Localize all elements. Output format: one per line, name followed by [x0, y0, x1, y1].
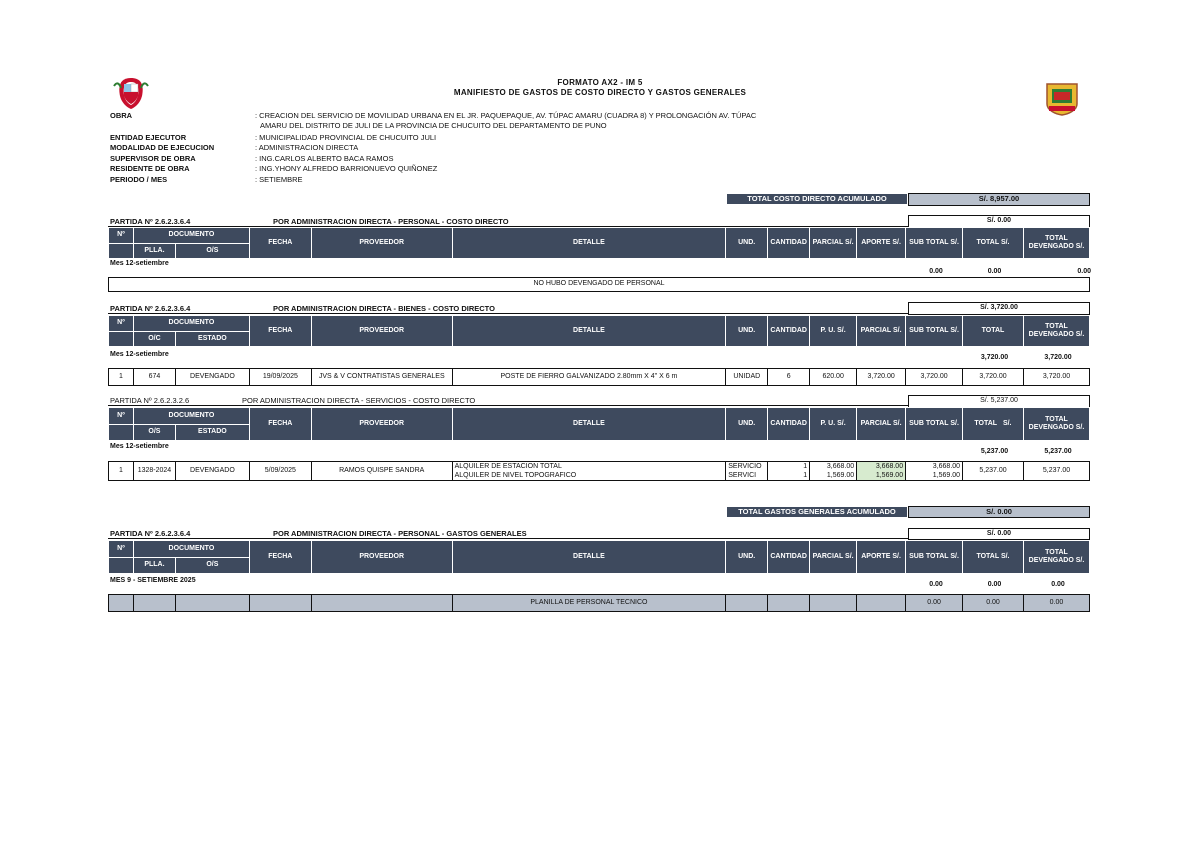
h-aporte: APORTE S/. [857, 541, 906, 574]
h-detalle: DETALLE [452, 408, 726, 441]
h-n: Nº [109, 228, 134, 244]
info-label: SUPERVISOR DE OBRA [110, 154, 196, 163]
s4-desc: POR ADMINISTRACION DIRECTA - PERSONAL - GASTOS GENERALES [273, 529, 527, 538]
h-und: UND. [726, 228, 768, 259]
info-label: ENTIDAD EJECUTOR [110, 133, 187, 142]
h-cantidad: CANTIDAD [768, 408, 810, 441]
s2-partida: PARTIDA Nº 2.6.2.3.6.4 [110, 304, 191, 313]
h-documento: DOCUMENTO [133, 316, 249, 332]
h-subtotal: SUB TOTAL S/. [906, 408, 963, 441]
h-cantidad: CANTIDAD [768, 541, 810, 574]
h-proveedor: PROVEEDOR [311, 228, 452, 259]
total-cd-value: S/. 8,957.00 [908, 193, 1090, 206]
s1-desc: POR ADMINISTRACION DIRECTA - PERSONAL - COSTO DIRECTO [273, 217, 509, 226]
cell-pu: 620.00 [810, 369, 857, 386]
h-os: O/S [175, 557, 249, 574]
cell-detalle: ALQUILER DE NIVEL TOPOGRAFICO [452, 471, 726, 481]
cell-fecha: 5/09/2025 [249, 462, 311, 481]
cell-estado: DEVENGADO [175, 462, 249, 481]
h-os: O/S [175, 243, 249, 259]
h-subtotal: SUB TOTAL S/. [906, 316, 963, 347]
s3-sum: S/. 5,237.00 [908, 395, 1090, 408]
h-total-label: TOTAL [974, 420, 998, 428]
total-cd-label: TOTAL COSTO DIRECTO ACUMULADO [727, 194, 907, 204]
h-estado: ESTADO [175, 331, 249, 347]
h-total-devengado: TOTAL DEVENGADO S/. [1023, 408, 1089, 441]
cell-detalle: POSTE DE FIERRO GALVANIZADO 2.80mm X 4" X 6 m [452, 369, 726, 386]
cell-parcial: 3,720.00 [857, 369, 906, 386]
h-detalle: DETALLE [452, 541, 726, 574]
s2-mes: Mes 12-setiembre [110, 351, 169, 358]
h-total-devengado: TOTAL DEVENGADO S/. [1023, 541, 1089, 574]
s1-total-dev: 0.00 [1077, 268, 1091, 275]
s2-header [108, 315, 1090, 347]
h-fecha: FECHA [249, 228, 311, 259]
h-oc: O/C [133, 331, 175, 347]
h-total-devengado: TOTAL DEVENGADO S/. [1023, 228, 1089, 259]
s3-total-dev: 5,237.00 [1044, 448, 1072, 455]
h-documento: DOCUMENTO [133, 408, 249, 425]
h-subtotal: SUB TOTAL S/. [906, 228, 963, 259]
s1-no-hubo: NO HUBO DEVENGADO DE PERSONAL [108, 277, 1090, 292]
h-total: TOTAL S/. [963, 541, 1024, 574]
cell-fecha: 19/09/2025 [249, 369, 311, 386]
h-total-currency: S/. [1002, 420, 1012, 428]
info-value: : ADMINISTRACION DIRECTA [255, 143, 359, 152]
s4-header [108, 540, 1090, 574]
h-fecha: FECHA [249, 541, 311, 574]
cell-cantidad: 6 [768, 369, 810, 386]
h-fecha: FECHA [249, 408, 311, 441]
s4-sub-total: 0.00 [929, 581, 943, 588]
h-parcial: PARCIAL S/. [810, 228, 857, 259]
s1-header [108, 227, 1090, 259]
total-gg-label: TOTAL GASTOS GENERALES ACUMULADO [727, 507, 907, 517]
manifiesto-subtitle: MANIFIESTO DE GASTOS DE COSTO DIRECTO Y GASTOS GENERALES [453, 88, 747, 97]
info-value: : SETIEMBRE [255, 175, 303, 184]
h-n: Nº [109, 541, 134, 558]
h-total: TOTAL [963, 316, 1024, 347]
cell-estado: DEVENGADO [175, 369, 249, 386]
s4-total-dev: 0.00 [1051, 581, 1065, 588]
h-proveedor: PROVEEDOR [311, 316, 452, 347]
cell-proveedor: RAMOS QUISPE SANDRA [311, 462, 452, 481]
h-total [962, 408, 1023, 441]
obra-value-line2: AMARU DEL DISTRITO DE JULI DE LA PROVINCIA DE CHUCUITO DEL DEPARTAMENTO DE PUNO [260, 121, 607, 130]
obra-label: OBRA [110, 111, 133, 120]
cell-devengado: 0.00 [1023, 595, 1089, 612]
s3-header [108, 407, 1090, 441]
h-pu: P. U. S/. [810, 316, 857, 347]
s4-data-row [108, 594, 1090, 612]
h-proveedor: PROVEEDOR [311, 408, 452, 441]
h-documento: DOCUMENTO [133, 228, 249, 244]
cell-cantidad: 1 [768, 471, 810, 481]
cell-und: SERVICI [726, 471, 768, 481]
cell-pu: 3,668.00 [810, 462, 857, 472]
s3-partida: PARTIDA Nº 2.6.2.3.2.6 [110, 396, 190, 405]
cell-devengado: 5,237.00 [1023, 462, 1089, 481]
s4-partida: PARTIDA Nº 2.6.2.3.6.4 [110, 529, 191, 538]
h-estado: ESTADO [175, 424, 249, 441]
cell-total: 3,720.00 [963, 369, 1024, 386]
cell-total: 0.00 [963, 595, 1024, 612]
cell-subtotal: 0.00 [906, 595, 963, 612]
cell-proveedor: JVS & V CONTRATISTAS GENERALES [311, 369, 452, 386]
info-label: MODALIDAD DE EJECUCION [110, 143, 215, 152]
s2-desc: POR ADMINISTRACION DIRECTA - BIENES - COSTO DIRECTO [273, 304, 495, 313]
h-os: O/S [133, 424, 175, 441]
h-und: UND. [726, 541, 768, 574]
cell-parcial: 1,569.00 [857, 471, 906, 481]
s3-data-row [108, 461, 1090, 481]
cell-total: 5,237.00 [963, 462, 1024, 481]
s1-mes: Mes 12-setiembre [110, 260, 169, 267]
cell-detalle: PLANILLA DE PERSONAL TECNICO [452, 595, 726, 612]
obra-value-line1: : CREACION DEL SERVICIO DE MOVILIDAD URBANA EN EL JR. PAQUEPAQUE, AV. TÚPAC AMARU (CUADRA 8) Y PROLONGACIÓN AV. TÚPAC [255, 111, 757, 120]
s1-total: 0.00 [987, 268, 1002, 275]
cell-devengado: 3,720.00 [1023, 369, 1089, 386]
s4-partida-rule [108, 538, 908, 539]
h-documento: DOCUMENTO [133, 541, 249, 558]
cell-und: SERVICIO [726, 462, 768, 472]
cell-subtotal: 1,569.00 [906, 471, 963, 481]
s1-sum: S/. 0.00 [908, 215, 1090, 228]
total-gg-value: S/. 0.00 [908, 506, 1090, 518]
cell-os: 1328-2024 [133, 462, 175, 481]
s2-sum: S/. 3,720.00 [908, 302, 1090, 315]
s4-sum: S/. 0.00 [908, 528, 1090, 540]
cell-parcial: 3,668.00 [857, 462, 906, 472]
cell-n: 1 [109, 369, 134, 386]
h-n: Nº [109, 408, 134, 425]
info-label: PERIODO / MES [110, 175, 168, 184]
h-fecha: FECHA [249, 316, 311, 347]
s1-partida: PARTIDA Nº 2.6.2.3.6.4 [110, 217, 191, 226]
s3-desc: POR ADMINISTRACION DIRECTA - SERVICIOS - COSTO DIRECTO [242, 396, 476, 405]
s3-partida-rule [108, 405, 908, 406]
info-value: : MUNICIPALIDAD PROVINCIAL DE CHUCUITO JULI [255, 133, 437, 142]
h-und: UND. [726, 316, 768, 347]
cell-subtotal: 3,668.00 [906, 462, 963, 472]
s4-mes: MES 9 - SETIEMBRE 2025 [110, 577, 196, 584]
cell-pu: 1,569.00 [810, 471, 857, 481]
cell-n: 1 [109, 462, 134, 481]
h-total: TOTAL S/. [963, 228, 1024, 259]
cell-und: UNIDAD [726, 369, 768, 386]
h-pu: P. U. S/. [810, 408, 857, 441]
h-detalle: DETALLE [452, 228, 726, 259]
s3-total: 5,237.00 [980, 448, 1009, 455]
h-total-devengado: TOTAL DEVENGADO S/. [1023, 316, 1089, 347]
h-plla: PLLA. [133, 243, 175, 259]
cell-detalle: ALQUILER DE ESTACION TOTAL [452, 462, 726, 472]
cell-oc: 674 [133, 369, 175, 386]
info-value: : ING.YHONY ALFREDO BARRIONUEVO QUIÑONEZ [255, 164, 438, 173]
s1-sub-total: 0.00 [929, 268, 943, 275]
h-parcial: PARCIAL S/. [857, 408, 906, 441]
h-subtotal: SUB TOTAL S/. [906, 541, 963, 574]
h-cantidad: CANTIDAD [768, 316, 810, 347]
formato-title: FORMATO AX2 - IM 5 [557, 78, 643, 87]
h-cantidad: CANTIDAD [768, 228, 810, 259]
h-parcial: PARCIAL S/. [810, 541, 857, 574]
cell-subtotal: 3,720.00 [906, 369, 963, 386]
s2-partida-rule [108, 313, 908, 314]
h-n: Nº [109, 316, 134, 332]
h-detalle: DETALLE [452, 316, 726, 347]
s2-total-dev: 3,720.00 [1044, 354, 1072, 361]
h-plla: PLLA. [133, 557, 175, 574]
cell-cantidad: 1 [768, 462, 810, 472]
s4-total: 0.00 [987, 581, 1002, 588]
h-proveedor: PROVEEDOR [311, 541, 452, 574]
info-label: RESIDENTE DE OBRA [110, 164, 190, 173]
s3-mes: Mes 12-setiembre [110, 443, 169, 450]
s2-total: 3,720.00 [980, 354, 1009, 361]
s2-data-row [108, 368, 1090, 386]
h-und: UND. [726, 408, 768, 441]
h-parcial: PARCIAL S/. [857, 316, 906, 347]
h-aporte: APORTE S/. [857, 228, 906, 259]
info-value: : ING.CARLOS ALBERTO BACA RAMOS [255, 154, 394, 163]
